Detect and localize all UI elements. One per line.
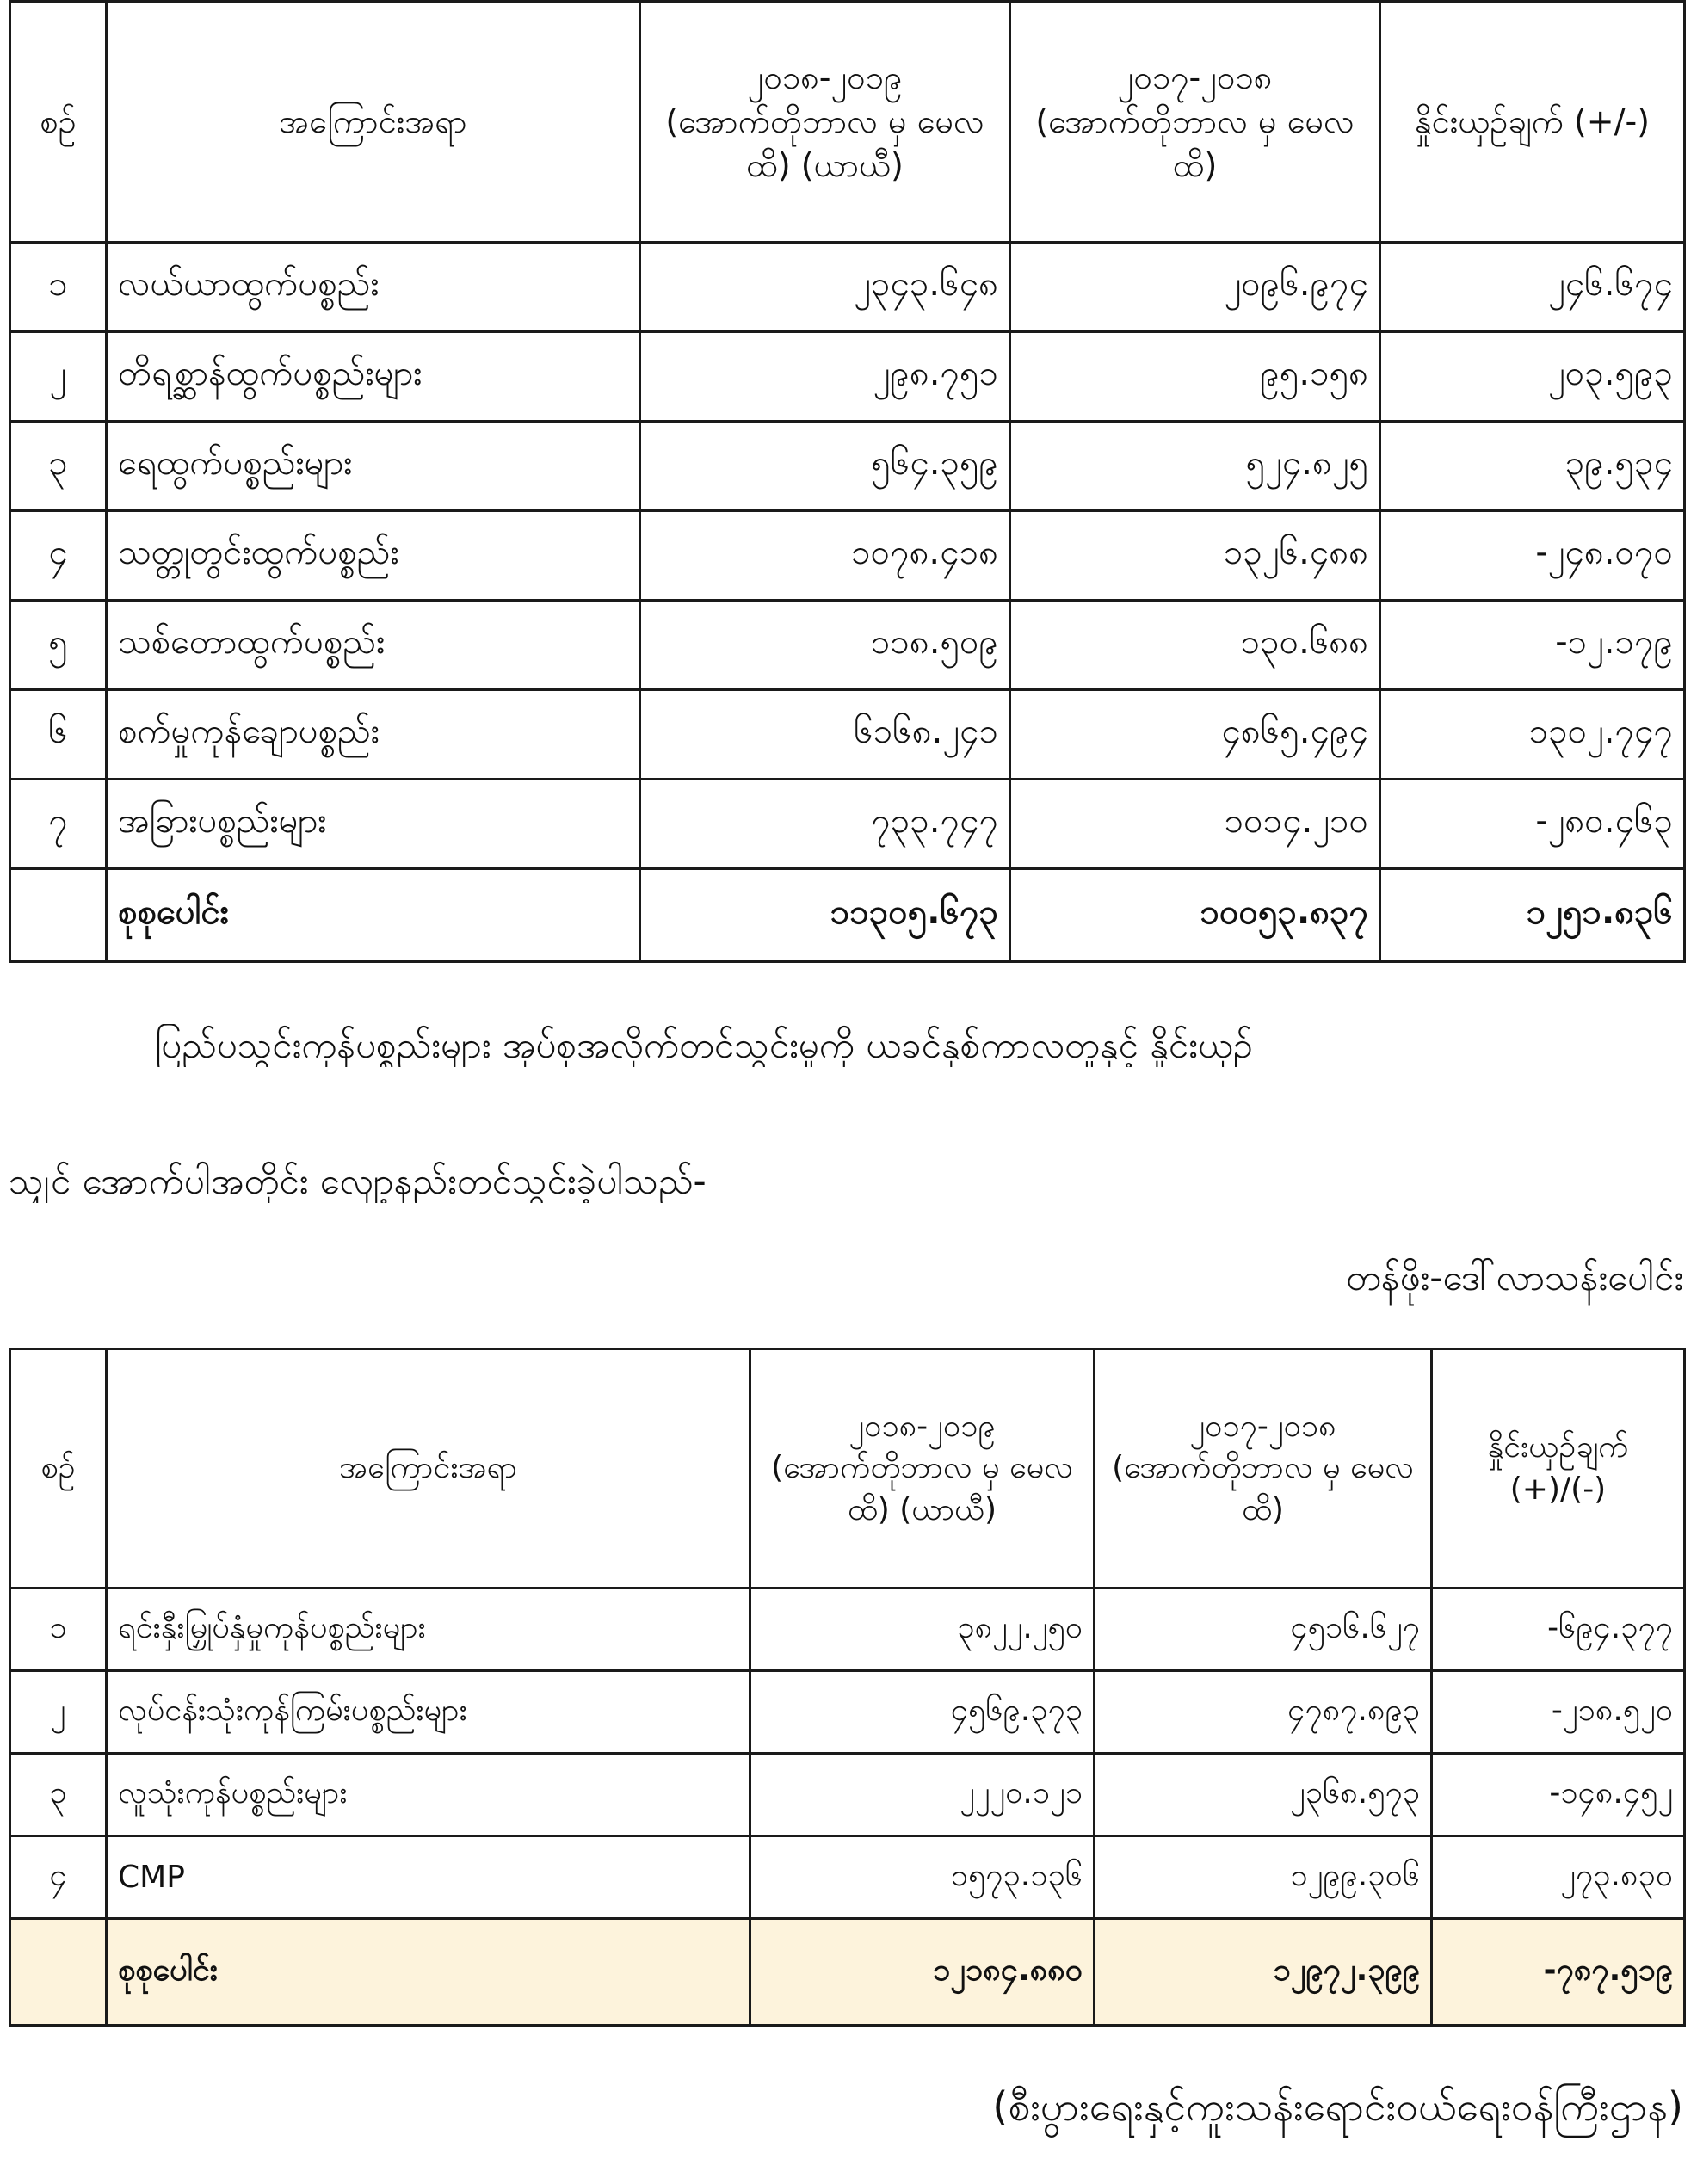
- cell-diff: ၂၇၃.၈၃၀: [1432, 1836, 1685, 1919]
- table-row: [10, 243, 1685, 332]
- cell-item: သစ်တောထွက်ပစ္စည်း: [107, 601, 640, 690]
- header-2018: ၂၀၁၇-၂၀၁၈ (အောက်တိုဘာလ မှ မေလထိ): [1010, 2, 1380, 243]
- cell-diff: -၆၉၄.၃၇၇: [1432, 1589, 1685, 1671]
- cell-diff: ၂၀၃.၅၉၃: [1380, 332, 1685, 422]
- cell-total-2019: ၁၂၁၈၄.၈၈၀: [750, 1919, 1095, 2026]
- cell-total-diff: ၁၂၅၁.၈၃၆: [1380, 869, 1685, 962]
- cell-item: အခြားပစ္စည်းများ: [107, 780, 640, 869]
- cell-item: CMP: [107, 1836, 750, 1919]
- cell-2018: ၁၃၀.၆၈၈: [1010, 601, 1380, 690]
- header-sn: စဉ်: [10, 1349, 107, 1589]
- cell-sn: ၄: [10, 1836, 107, 1919]
- cell-item: တိရစ္ဆာန်ထွက်ပစ္စည်းများ: [107, 332, 640, 422]
- cell-total-label: စုစုပေါင်း: [107, 1919, 750, 2026]
- cell-item: လယ်ယာထွက်ပစ္စည်း: [107, 243, 640, 332]
- cell-sn: ၂: [10, 332, 107, 422]
- cell-item: ရင်းနှီးမြှုပ်နှံမှုကုန်ပစ္စည်းများ: [107, 1589, 750, 1671]
- table-row: [10, 1836, 1685, 1919]
- cell-2018: ၂၃၆၈.၅၇၃: [1095, 1754, 1432, 1836]
- cell-2019: ၁၀၇၈.၄၁၈: [640, 511, 1010, 601]
- header-2019: ၂၀၁၈-၂၀၁၉ (အောက်တိုဘာလ မှ မေလထိ) (ယာယီ): [640, 2, 1010, 243]
- cell-2018: ၄၇၈၇.၈၉၃: [1095, 1671, 1432, 1754]
- cell-2018: ၁၀၁၄.၂၁၀: [1010, 780, 1380, 869]
- cell-diff: -၂၄၈.၀၇၀: [1380, 511, 1685, 601]
- header-item: အကြောင်းအရာ: [107, 2, 640, 243]
- table-row: [10, 422, 1685, 511]
- cell-total-diff: -၇၈၇.၅၁၉: [1432, 1919, 1685, 2026]
- table-row: [10, 332, 1685, 422]
- cell-total-2018: ၁၂၉၇၂.၃၉၉: [1095, 1919, 1432, 2026]
- header-diff: နှိုင်းယှဉ်ချက် (+/-): [1380, 2, 1685, 243]
- cell-sn: ၆: [10, 690, 107, 780]
- cell-sn: ၃: [10, 1754, 107, 1836]
- cell-diff: -၁၂.၁၇၉: [1380, 601, 1685, 690]
- header-2019: ၂၀၁၈-၂၀၁၉ (အောက်တိုဘာလ မှ မေလထိ) (ယာယီ): [750, 1349, 1095, 1589]
- table-row: [10, 511, 1685, 601]
- unit-label: တန်ဖိုး-ဒေါ်လာသန်းပေါင်း: [1345, 1256, 1683, 1299]
- cell-2018: ၅၂၄.၈၂၅: [1010, 422, 1380, 511]
- cell-2019: ၄၅၆၉.၃၇၃: [750, 1671, 1095, 1754]
- cell-item: လုပ်ငန်းသုံးကုန်ကြမ်းပစ္စည်းများ: [107, 1671, 750, 1754]
- cell-item: စက်မှုကုန်ချောပစ္စည်း: [107, 690, 640, 780]
- header-item: အကြောင်းအရာ: [107, 1349, 750, 1589]
- cell-2018: ၁၂၉၉.၃၀၆: [1095, 1836, 1432, 1919]
- cell-2018: ၉၅.၁၅၈: [1010, 332, 1380, 422]
- cell-item: သတ္တုတွင်းထွက်ပစ္စည်း: [107, 511, 640, 601]
- cell-sn: ၂: [10, 1671, 107, 1754]
- cell-2018: ၄၈၆၅.၄၉၄: [1010, 690, 1380, 780]
- source-citation: (စီးပွားရေးနှင့်ကူးသန်းရောင်းဝယ်ရေးဝန်ကြီးဌာန): [992, 2083, 1683, 2130]
- cell-diff: -၁၄၈.၄၅၂: [1432, 1754, 1685, 1836]
- cell-diff: -၂၈၀.၄၆၃: [1380, 780, 1685, 869]
- cell-diff: ၃၉.၅၃၄: [1380, 422, 1685, 511]
- import-table: [9, 1348, 1686, 2027]
- header-sn: စဉ်: [10, 2, 107, 243]
- cell-sn: ၁: [10, 1589, 107, 1671]
- cell-sn: [10, 1919, 107, 2026]
- cell-sn: ၇: [10, 780, 107, 869]
- table-row: [10, 1671, 1685, 1754]
- paragraph-line-2: သျှင် အောက်ပါအတိုင်း လျော့နည်းတင်သွင်းခဲ့ပါသည်-: [9, 1160, 707, 1202]
- cell-2019: ၂၉၈.၇၅၁: [640, 332, 1010, 422]
- cell-2019: ၁၁၈.၅၀၉: [640, 601, 1010, 690]
- cell-sn: ၄: [10, 511, 107, 601]
- table-total-row: [10, 869, 1685, 962]
- table-row: [10, 690, 1685, 780]
- cell-item: လူသုံးကုန်ပစ္စည်းများ: [107, 1754, 750, 1836]
- table-row: [10, 1754, 1685, 1836]
- cell-diff: -၂၁၈.၅၂၀: [1432, 1671, 1685, 1754]
- table-header-row: [10, 1349, 1685, 1589]
- cell-2019: ၁၅၇၃.၁၃၆: [750, 1836, 1095, 1919]
- cell-2019: ၂၂၂၀.၁၂၁: [750, 1754, 1095, 1836]
- cell-sn: [10, 869, 107, 962]
- header-diff: နှိုင်းယှဉ်ချက် (+)/(-): [1432, 1349, 1685, 1589]
- table-row: [10, 601, 1685, 690]
- cell-2018: ၂၀၉၆.၉၇၄: [1010, 243, 1380, 332]
- export-table: [9, 0, 1686, 963]
- cell-2019: ၇၃၃.၇၄၇: [640, 780, 1010, 869]
- cell-diff: ၁၃၀၂.၇၄၇: [1380, 690, 1685, 780]
- cell-2019: ၆၁၆၈.၂၄၁: [640, 690, 1010, 780]
- cell-diff: ၂၄၆.၆၇၄: [1380, 243, 1685, 332]
- cell-total-2018: ၁၀၀၅၃.၈၃၇: [1010, 869, 1380, 962]
- cell-2019: ၂၃၄၃.၆၄၈: [640, 243, 1010, 332]
- cell-sn: ၅: [10, 601, 107, 690]
- cell-total-label: စုစုပေါင်း: [107, 869, 640, 962]
- cell-2019: ၅၆၄.၃၅၉: [640, 422, 1010, 511]
- cell-2018: ၄၅၁၆.၆၂၇: [1095, 1589, 1432, 1671]
- cell-total-2019: ၁၁၃၀၅.၆၇၃: [640, 869, 1010, 962]
- table-row: [10, 780, 1685, 869]
- cell-2019: ၃၈၂၂.၂၅၀: [750, 1589, 1095, 1671]
- cell-sn: ၃: [10, 422, 107, 511]
- cell-2018: ၁၃၂၆.၄၈၈: [1010, 511, 1380, 601]
- table-total-row: [10, 1919, 1685, 2026]
- table-header-row: [10, 2, 1685, 243]
- paragraph-line-1: ပြည်ပသွင်းကုန်ပစ္စည်းများ အုပ်စုအလိုက်တင်သွင်းမှုကို ယခင်နှစ်ကာလတူနှင့် နှိုင်းယှဉ်: [155, 1024, 1253, 1066]
- cell-sn: ၁: [10, 243, 107, 332]
- cell-item: ရေထွက်ပစ္စည်းများ: [107, 422, 640, 511]
- table-row: [10, 1589, 1685, 1671]
- header-2018: ၂၀၁၇-၂၀၁၈ (အောက်တိုဘာလ မှ မေလထိ): [1095, 1349, 1432, 1589]
